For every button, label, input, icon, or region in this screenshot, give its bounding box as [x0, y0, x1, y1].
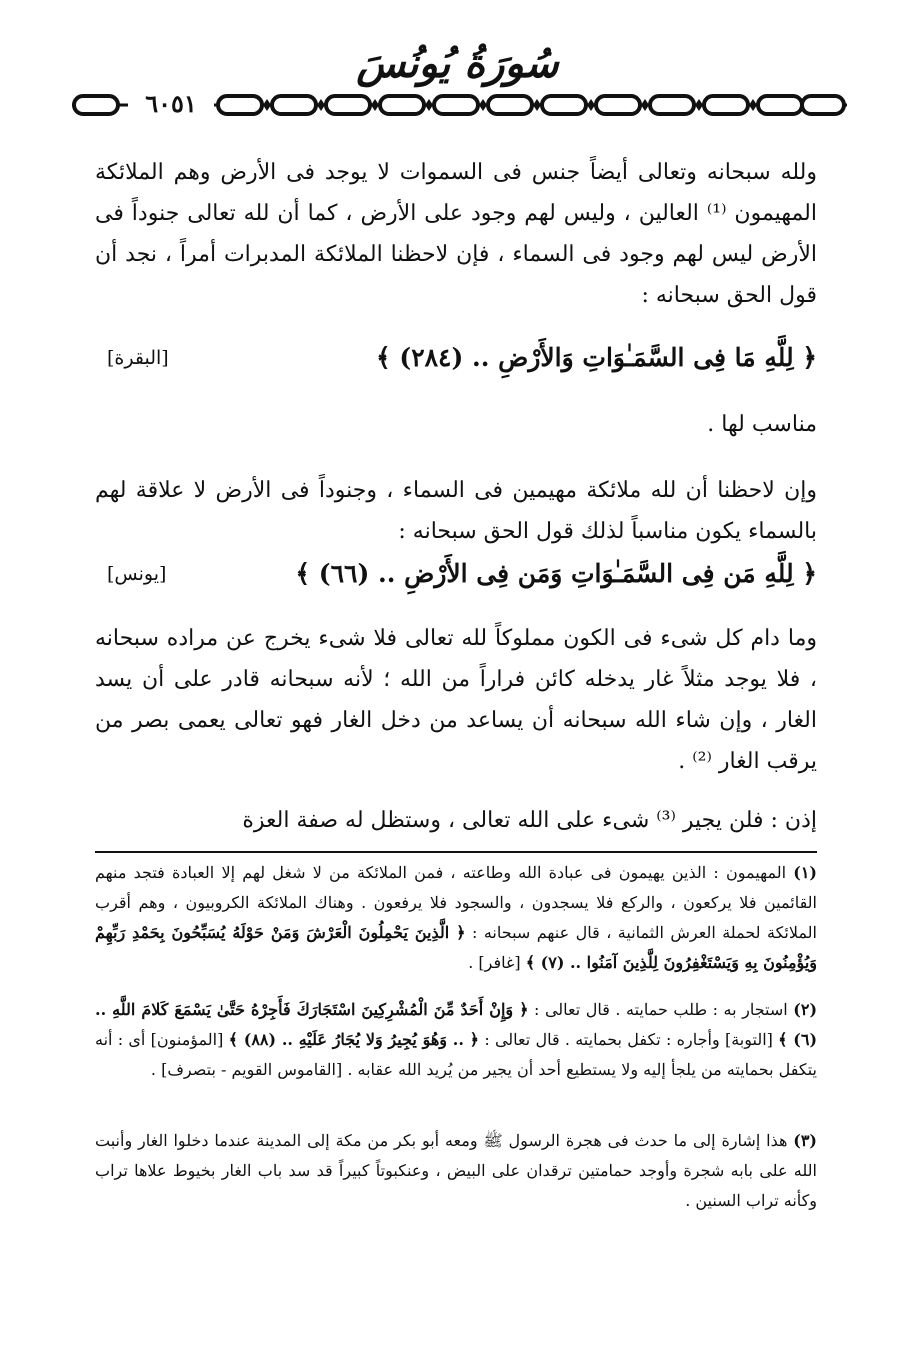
surah-title: سُورَةُ يُونُسَ — [356, 40, 559, 87]
footnote-3-text: هذا إشارة إلى ما حدث فى هجرة الرسول ﷺ ومعه أبو بكر من مكة إلى المدينة عندما دخلوا الغار وأنبت الله على بابه شجرة وأوجد حمامتين ترقدان على البيض ، وعنكبوتاً كبيراً قد سد باب الغار بخيوط علاها تراب وكأنه تراب السنين . — [95, 1131, 818, 1210]
paragraph-3 — [95, 618, 817, 782]
paragraph-1-text: ولله سبحانه وتعالى أيضاً جنس فى السموات لا يوجد فى الأرض وهم الملائكة المهيمون ⁽¹⁾ العالين ، وليس لهم وجود على الأرض ، كما أن لله تعالى جنوداً فى الأرض ليس لهم وجود فى السماء ، فإن لاحظنا الملائكة المدبرات أمراً ، نجد أن قول الحق سبحانه : — [95, 160, 817, 308]
quran-verse-2 — [95, 552, 817, 596]
footnote-3-number: (٣) — [793, 1131, 817, 1150]
paragraph-4 — [95, 800, 817, 841]
footnote-2 — [95, 995, 817, 1085]
footnote-1-reference: [غافر] . — [468, 953, 521, 972]
verse-2-reference: [يونس] — [107, 563, 167, 585]
footnote-3-paragraph — [95, 1126, 817, 1216]
paragraph-2-text: وإن لاحظنا أن لله ملائكة مهيمين فى السماء ، وجنوداً فى الأرض لا علاقة لهم بالسماء يكون مناسباً لذلك قول الحق سبحانه : — [95, 478, 817, 544]
paragraph-2 — [95, 470, 817, 552]
footnote-2-paragraph — [95, 995, 817, 1085]
footnote-1 — [95, 858, 817, 978]
quran-verse-1 — [95, 336, 817, 380]
footnote-1-paragraph — [95, 858, 817, 978]
paragraph-3-text: وما دام كل شىء فى الكون مملوكاً لله تعالى فلا شىء يخرج عن مراده سبحانه ، فلا يوجد مثلاً غار يدخله كائن فراراً من الله ؛ لأنه سبحانه قادر على أن يسد الغار ، وإن شاء الله سبحانه أن يساعد من دخل الغار فهو تعالى يعمى بصر من يرقب الغار ⁽²⁾ . — [95, 626, 817, 774]
verse-1-text: ﴿ لِلَّهِ مَا فِى السَّمَـٰوَاتِ وَالأَرْضِ .. (٢٨٤) ﴾ — [376, 343, 817, 372]
footnote-2-text-b: [التوبة] وأجاره : تكفل بحمايته . قال تعالى : — [484, 1030, 773, 1049]
footnote-3 — [95, 1126, 817, 1216]
footnote-2-quote-1: ﴿ وَإِنْ أَحَدٌ مِّنَ الْمُشْرِكِينَ اسْتَجَارَكَ فَأَجِرْهُ حَتَّىٰ يَسْمَعَ كَلامَ اللَّهِ .. (٦) ﴾ — [95, 1000, 818, 1049]
footnote-1-number: (١) — [793, 863, 817, 882]
footnote-2-text-a: استجار به : طلب حمايته . قال تعالى : — [534, 1000, 788, 1019]
paragraph-4-text: إذن : فلن يجير ⁽³⁾ شىء على الله تعالى ، وستظل له صفة العزة — [242, 808, 817, 833]
footnote-divider — [95, 851, 817, 853]
paragraph-after-verse-1: مناسب لها . — [707, 412, 817, 437]
paragraph-1 — [95, 152, 817, 316]
page-number: ٦٠٥١ — [128, 84, 214, 124]
verse-2-text: ﴿ لِلَّهِ مَن فِى السَّمَـٰوَاتِ وَمَن فِى الأَرْضِ .. (٦٦) ﴾ — [295, 559, 817, 588]
verse-1-reference: [البقرة] — [107, 347, 169, 369]
footnote-2-text-c: [المؤمنون] أى : أنه يتكفل بحمايته من يلجأ إليه ولا يستطيع أحد أن يجير من يُريد الله عقابه . [القاموس القويم - بتصرف] . — [95, 1030, 817, 1079]
footnote-1-text: المهيمون : الذين يهيمون فى عبادة الله وطاعته ، فمن الملائكة من لا شغل لهم إلا العبادة فتجد منهم القائمين فلا يركعون ، والركع فلا يسجدون ، والسجود فلا يرفعون . وهناك الملائكة الكروبيون ، وهم أقرب الملائكة لحملة العرش الثمانية ، قال عنهم سبحانه : — [95, 863, 817, 942]
footnote-1-quote: ﴿ الَّذِينَ يَحْمِلُونَ الْعَرْشَ وَمَنْ حَوْلَهُ يُسَبِّحُونَ بِحَمْدِ رَبِّهِمْ وَيُؤْمِنُونَ بِهِ وَيَسْتَغْفِرُونَ لِلَّذِينَ آمَنُوا .. (٧) ﴾ — [95, 923, 817, 972]
footnote-2-number: (٢) — [793, 1000, 818, 1019]
footnote-2-quote-2: ﴿ .. وَهُوَ يُجِيرُ وَلا يُجَارُ عَلَيْهِ .. (٨٨) ﴾ — [228, 1030, 480, 1049]
